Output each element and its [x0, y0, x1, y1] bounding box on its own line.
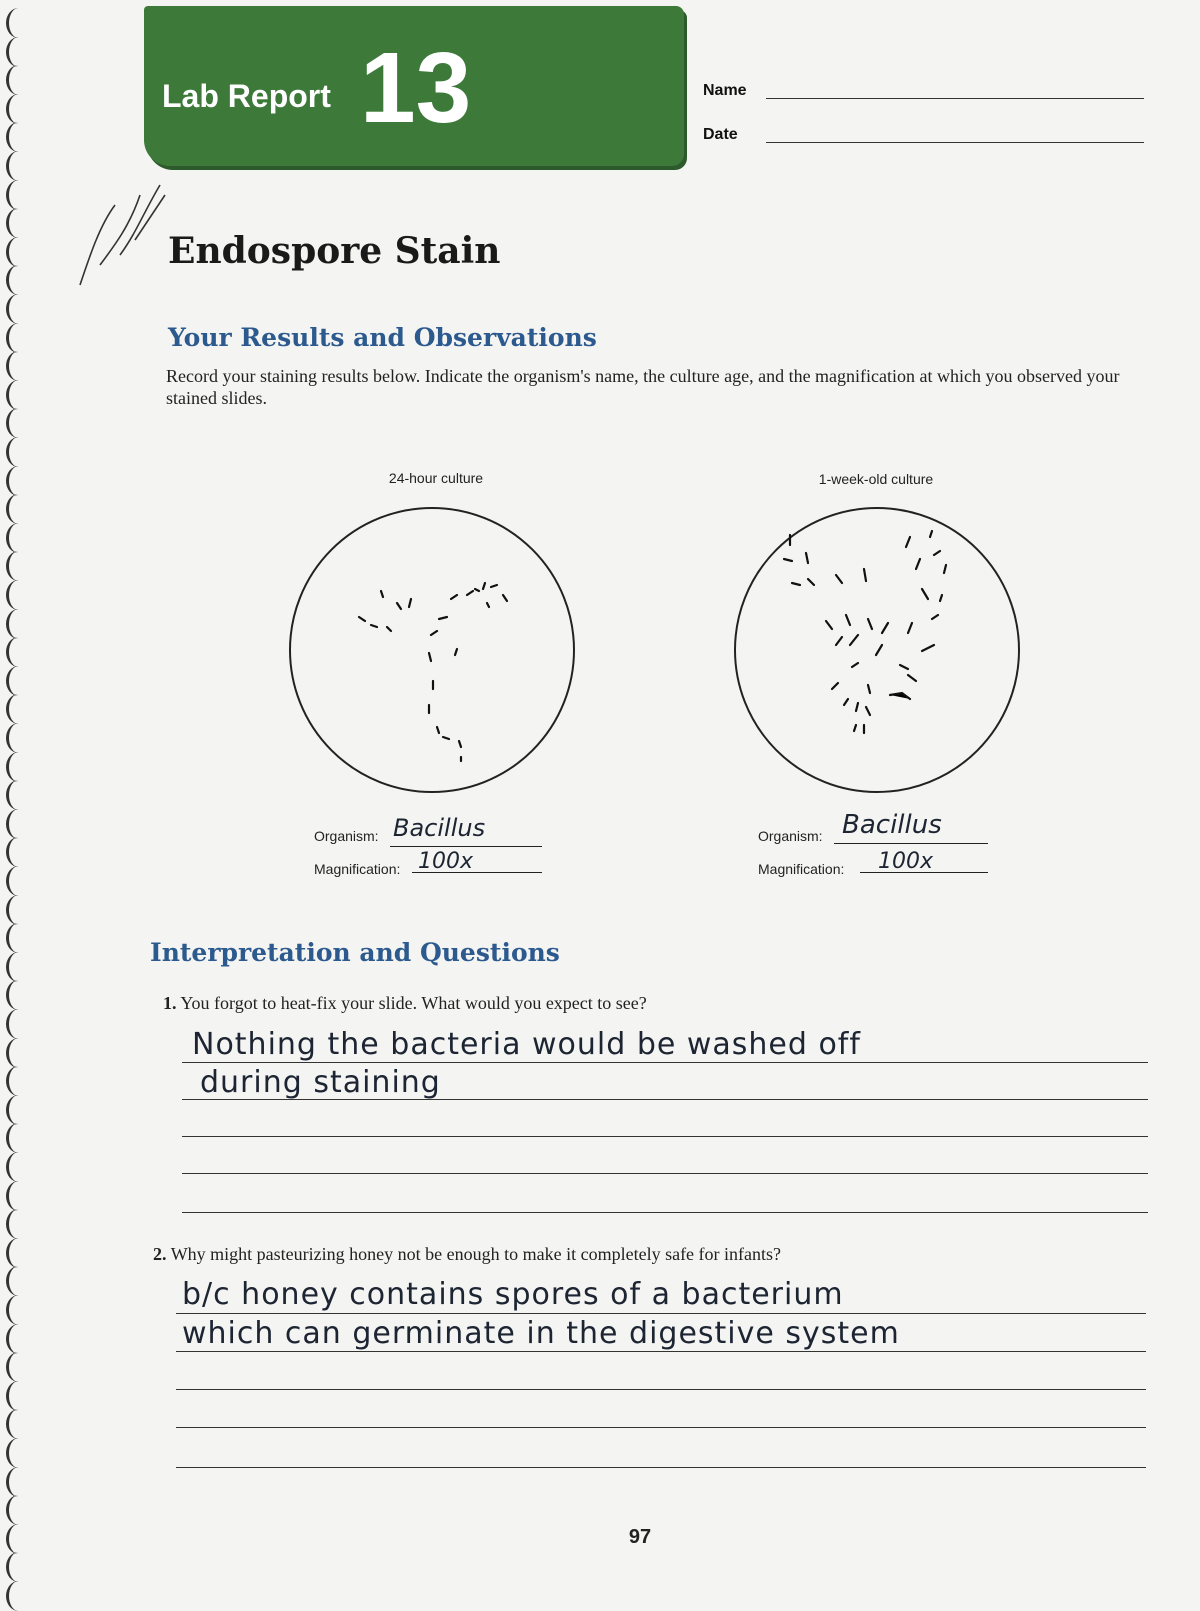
spiral-coil: [6, 1181, 31, 1211]
spiral-coil: [6, 466, 31, 496]
organism-label-24h: Organism:: [314, 828, 379, 844]
spiral-coil: [6, 8, 31, 38]
spiral-coil: [6, 265, 31, 295]
microscope-field-24h: [289, 507, 575, 793]
spiral-coil: [6, 866, 31, 896]
spiral-coil: [6, 1581, 31, 1611]
spiral-coil: [6, 895, 31, 925]
spiral-coil: [6, 1295, 31, 1325]
spiral-coil: [6, 1066, 31, 1096]
interpretation-heading: Interpretation and Questions: [150, 938, 560, 967]
spiral-coil: [6, 380, 31, 410]
spiral-coil: [6, 122, 31, 152]
answer-2-text-line-2: which can germinate in the digestive system: [182, 1316, 900, 1351]
organism-value-24h: Bacillus: [393, 814, 486, 842]
spiral-coil: [6, 1123, 31, 1153]
question-1-text: You forgot to heat-fix your slide. What would you expect to see?: [180, 993, 647, 1013]
spiral-coil: [6, 1381, 31, 1411]
results-heading: Your Results and Observations: [168, 323, 597, 352]
spiral-coil: [6, 980, 31, 1010]
spiral-coil: [6, 1095, 31, 1125]
answer-2-line-2[interactable]: [176, 1351, 1146, 1352]
page-number: 97: [628, 1526, 652, 1548]
spiral-coil: [6, 237, 31, 267]
answer-1-line-3[interactable]: [182, 1136, 1148, 1137]
question-2: [153, 1244, 781, 1265]
spiral-coil: [6, 151, 31, 181]
microscope-field-1week: [734, 507, 1020, 793]
answer-1-text-line-2: during staining: [200, 1065, 441, 1100]
spiral-coil: [6, 1352, 31, 1382]
organism-label-1week: Organism:: [758, 828, 823, 844]
magnification-value-24h: 100x: [418, 849, 474, 874]
culture-label-1week: 1-week-old culture: [818, 471, 934, 487]
name-field-line[interactable]: [766, 98, 1144, 99]
spiral-coil: [6, 637, 31, 667]
spiral-coil: [6, 1438, 31, 1468]
spiral-coil: [6, 666, 31, 696]
spiral-coil: [6, 1324, 31, 1354]
spiral-coil: [6, 1524, 31, 1554]
spiral-coil: [6, 723, 31, 753]
spiral-binding: [0, 0, 40, 1606]
signature-scribble: [60, 165, 170, 295]
spiral-coil: [6, 1409, 31, 1439]
answer-1-text-line-1: Nothing the bacteria would be washed off: [192, 1027, 861, 1062]
answer-1-line-1[interactable]: [182, 1062, 1148, 1063]
spiral-coil: [6, 1209, 31, 1239]
page-title: Endospore Stain: [168, 230, 501, 272]
answer-2-text-line-1: b/c honey contains spores of a bacterium: [182, 1277, 844, 1312]
date-field-line[interactable]: [766, 142, 1144, 143]
spiral-coil: [6, 94, 31, 124]
spiral-coil: [6, 37, 31, 67]
cell-sketch-24h: [291, 509, 573, 791]
answer-2-line-3[interactable]: [176, 1389, 1146, 1390]
spiral-coil: [6, 1467, 31, 1497]
spiral-coil: [6, 1495, 31, 1525]
question-1: [163, 993, 647, 1014]
culture-label-24h: 24-hour culture: [388, 470, 484, 486]
spiral-coil: [6, 809, 31, 839]
spiral-coil: [6, 408, 31, 438]
spiral-coil: [6, 780, 31, 810]
question-1-number: 1.: [163, 993, 177, 1013]
spiral-coil: [6, 351, 31, 381]
question-2-number: 2.: [153, 1244, 167, 1264]
date-label: Date: [703, 126, 738, 143]
spiral-coil: [6, 1238, 31, 1268]
spiral-coil: [6, 752, 31, 782]
answer-2-line-4[interactable]: [176, 1427, 1146, 1428]
spiral-coil: [6, 65, 31, 95]
spiral-coil: [6, 1152, 31, 1182]
answer-1-line-4[interactable]: [182, 1173, 1148, 1174]
magnification-label-24h: Magnification:: [314, 861, 401, 877]
spiral-coil: [6, 180, 31, 210]
spiral-coil: [6, 323, 31, 353]
spiral-coil: [6, 923, 31, 953]
spiral-coil: [6, 1552, 31, 1582]
banner-title: Lab Report: [162, 78, 331, 114]
magnification-value-1week: 100x: [878, 849, 934, 874]
spiral-coil: [6, 609, 31, 639]
answer-2-line-1[interactable]: [176, 1313, 1146, 1314]
spiral-coil: [6, 494, 31, 524]
banner-number: 13: [360, 32, 472, 144]
answer-2-line-5[interactable]: [176, 1467, 1146, 1468]
spiral-coil: [6, 837, 31, 867]
spiral-coil: [6, 437, 31, 467]
spiral-coil: [6, 580, 31, 610]
spiral-coil: [6, 208, 31, 238]
magnification-label-1week: Magnification:: [758, 861, 845, 877]
spiral-coil: [6, 551, 31, 581]
spiral-coil: [6, 294, 31, 324]
spiral-coil: [6, 694, 31, 724]
spiral-coil: [6, 523, 31, 553]
question-2-text: Why might pasteurizing honey not be enough to make it completely safe for infants?: [170, 1244, 782, 1264]
spiral-coil: [6, 1009, 31, 1039]
spiral-coil: [6, 952, 31, 982]
spiral-coil: [6, 1038, 31, 1068]
spiral-coil: [6, 1266, 31, 1296]
cell-sketch-1week: [736, 509, 1018, 791]
organism-value-1week: Bacillus: [842, 810, 942, 840]
name-label: Name: [703, 82, 747, 99]
results-instructions: Record your staining results below. Indicate the organism's name, the culture age, and the magnification at which you observed your stained slides.: [166, 366, 1120, 408]
answer-1-line-5[interactable]: [182, 1212, 1148, 1213]
